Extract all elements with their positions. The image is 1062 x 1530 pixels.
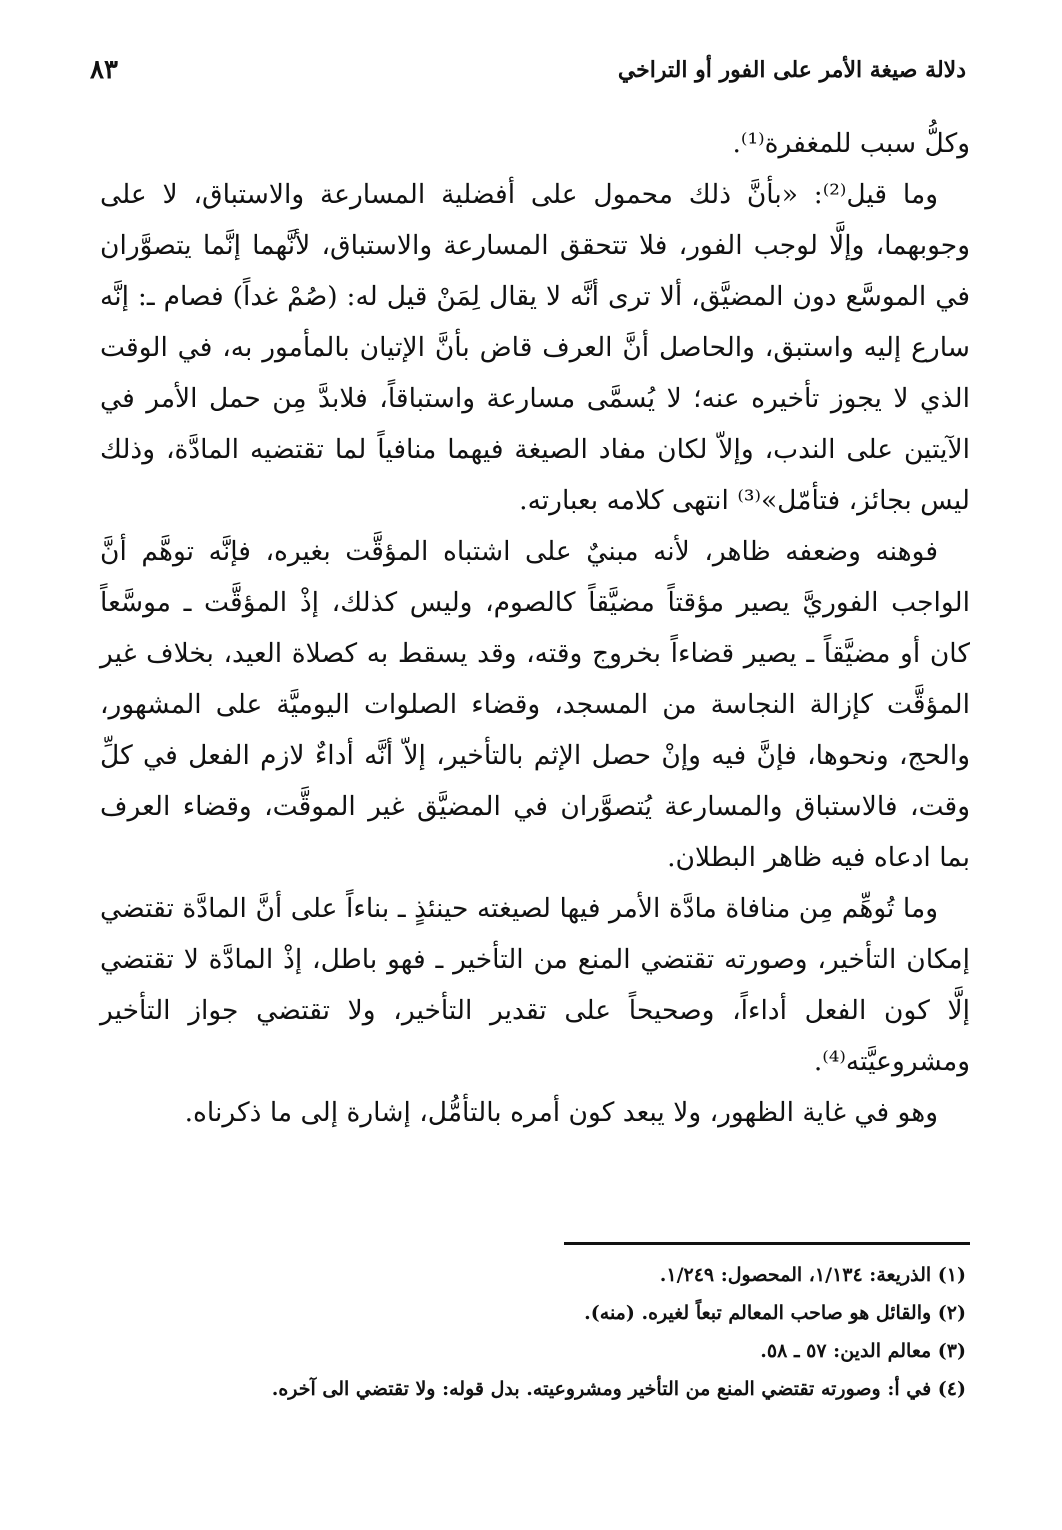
footnote: (١) الذريعة: ١/١٣٤، المحصول: ١/٢٤٩. [659,1264,966,1286]
paragraph: فوهنه وضعفه ظاهر، لأنه مبنيٌ على اشتباه المؤقَّت بغيره، فإنَّه توهَّم أنَّ الواجب الفوريَّ يصير مؤقتاً مضيَّقاً كالصوم، وليس كذلك، إذْ المؤقَّت ـ موسَّعاً كان أو مضيَّقاً ـ يصير قضاءاً بخروج وقته، وقد يسقط به كصلاة العيد، بخلاف غير المؤقَّت كإزالة النجاسة من المسجد، وقضاء الصلوات اليوميَّة على المشهور، والحج، ونحوها، فإنَّ فيه وإنْ حصل الإثم بالتأخير، إلاّ أنَّه أداءٌ لازم الفعل في كلِّ وقت، فالاستباق والمسارعة يُتصوَّران في المضيَّق غير الموقَّت، وقضاء العرف بما ادعاه فيه ظاهر البطلان. [100,536,970,873]
chapter-title: دلالة صيغة الأمر على الفور أو التراخي [617,57,966,83]
footnotes [100,1256,966,1408]
paragraph: وما تُوهِّم مِن منافاة مادَّة الأمر فيها لصيغته حينئذٍ ـ بناءاً على أنَّ المادَّة تقتضي إمكان التأخير، وصورته تقتضي المنع من التأخير ـ فهو باطل، إذْ المادَّة لا تقتضي إلَّا كون الفعل أداءاً، وصحيحاً على تقدير التأخير، ولا تقتضي جواز التأخير ومشروعيَّته⁽⁴⁾. [100,893,970,1077]
paragraph: وكلُّ سبب للمغفرة⁽¹⁾. [732,128,970,159]
page-number: ٨٣ [90,55,118,85]
footnote: (٣) معالم الدين: ٥٧ ـ ٥٨. [760,1340,966,1362]
footnote: (٢) والقائل هو صاحب المعالم تبعاً لغيره. (منه). [584,1302,966,1324]
running-header [90,50,966,90]
main-text [100,118,970,1138]
footnote-divider [564,1242,970,1245]
footnote: (٤) في أ: وصورته تقتضي المنع من التأخير ومشروعيته. بدل قوله: ولا تقتضي الى آخره. [271,1378,966,1400]
paragraph: وهو في غاية الظهور، ولا يبعد كون أمره بالتأمُّل، إشارة إلى ما ذكرناه. [184,1097,938,1128]
paragraph: وما قيل⁽²⁾: «بأنَّ ذلك محمول على أفضلية المسارعة والاستباق، لا على وجوبهما، وإلَّا لوجب الفور، فلا تتحقق المسارعة والاستباق، لأنَّهما إنَّما يتصوَّران في الموسَّع دون المضيَّق، ألا ترى أنَّه لا يقال لِمَنْ قيل له: (صُمْ غداً) فصام ـ: إنَّه سارع إليه واستبق، والحاصل أنَّ العرف قاض بأنَّ الإتيان بالمأمور به، في الوقت الذي لا يجوز تأخيره عنه؛ لا يُسمَّى مسارعة واستباقاً، فلابدَّ مِن حمل الأمر في الآيتين على الندب، وإلاّ لكان مفاد الصيغة فيهما منافياً لما تقتضيه المادَّة، وذلك ليس بجائز، فتأمّل»⁽³⁾ انتهى كلامه بعبارته. [100,179,970,516]
